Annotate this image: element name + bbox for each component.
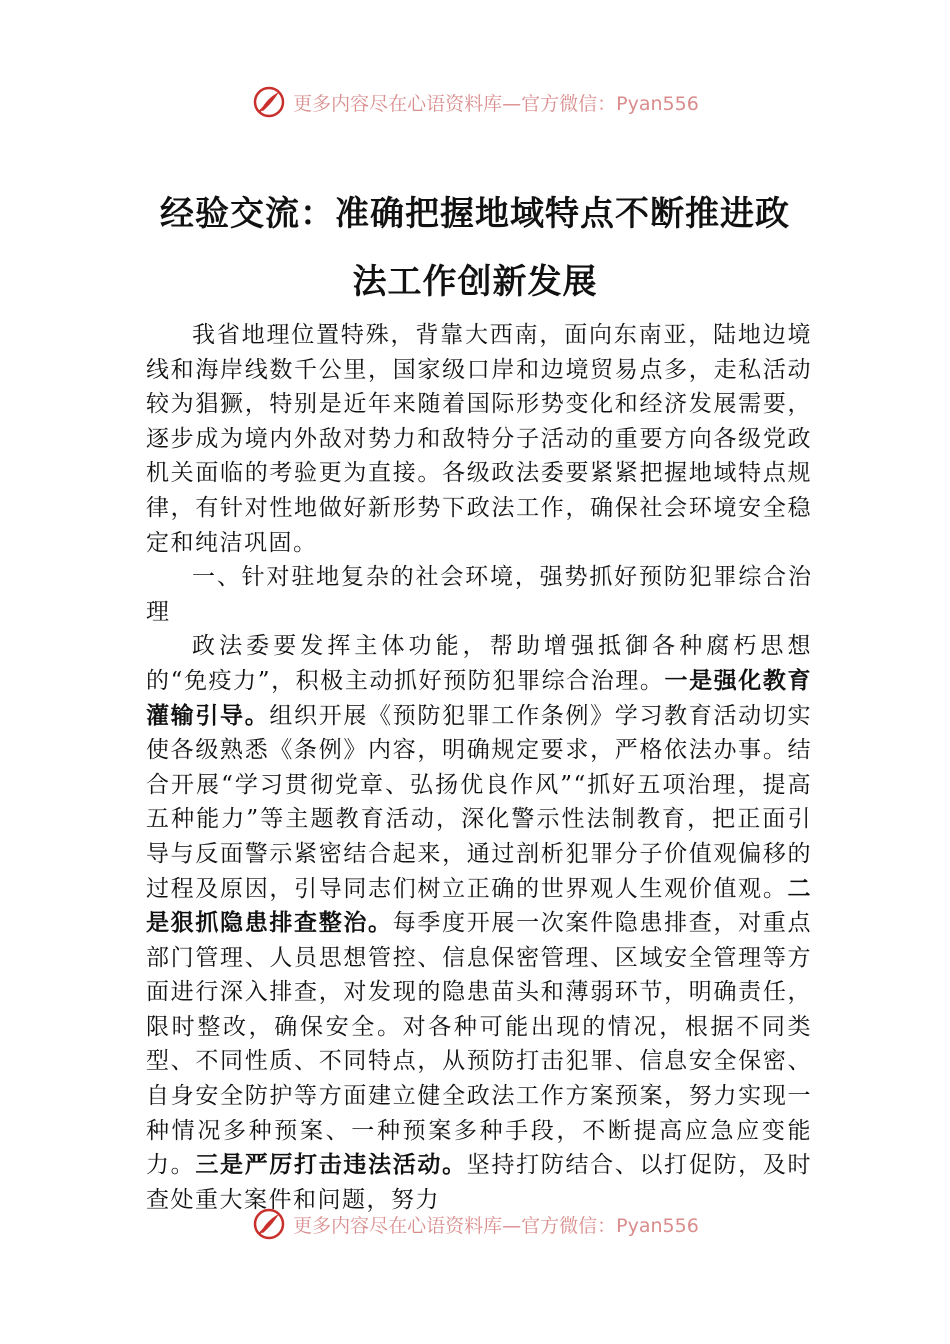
paragraph-text: 每季度开展一次案件隐患排查，对重点部门管理、人员思想管控、信息保密管理、区域安全管理等方面进行深入排查，对发现的隐患苗头和薄弱环节，明确责任，限时整改，确保安全。对各种可能出现的情况，根据不同类型、不同性质、不同特点，从预防打击犯罪、信息安全保密、自身安全防护等方面建立健全政法工作方案预案，努力实现一种情况多种预案、一种预案多种手段，不断提高应急应变能力。 [146,910,813,1179]
document-title-line-2: 法工作创新发展 [352,262,598,302]
document-title-line-1: 经验交流：准确把握地域特点不断推进政 [160,194,790,234]
paragraph-text: 坚持打防结合、以打促防，及时查处重大案件和问题，努力 [146,1152,813,1213]
watermark-text: 更多内容尽在心语资料库—官方微信：Pyan556 [293,1214,699,1237]
paragraph-text: 政法委要发挥主体功能，帮助增强抵御各种腐朽思想的“免疫力”，积极主动抓好预防犯罪综合治理。 [146,633,812,694]
feather-pen-logo-icon [251,84,287,120]
document-body [146,318,812,1217]
header-watermark [0,84,950,120]
point-3-heading: 三是严厉打击违法活动。 [195,1151,467,1179]
intro-paragraph: 我省地理位置特殊，背靠大西南，面向东南亚，陆地边境线和海岸线数千公里，国家级口岸和边境贸易点多，走私活动较为猖獗，特别是近年来随着国际形势变化和经济发展需要，逐步成为境内外敌对势力和敌特分子活动的重要方向各级党政机关面临的考验更为直接。各级政法委要紧紧把握地域特点规律，有针对性地做好新形势下政法工作，确保社会环境安全稳定和纯洁巩固。 [146,322,812,556]
footer-watermark [0,1206,950,1242]
section-heading-1: 一、针对驻地复杂的社会环境，强势抓好预防犯罪综合治理 [146,564,812,625]
paragraph-text: 组织开展《预防犯罪工作条例》学习教育活动切实使各级熟悉《条例》内容，明确规定要求，严格依法办事。结合开展“学习贯彻党章、弘扬优良作风”“抓好五项治理，提高五种能力”等主题教育活动，深化警示性法制教育，把正面引导与反面警示紧密结合起来，通过剖析犯罪分子价值观偏移的过程及原因，引导同志们树立正确的世界观人生观价值观。 [146,702,813,902]
watermark-text: 更多内容尽在心语资料库—官方微信：Pyan556 [293,92,699,115]
section-1-paragraph [146,629,812,1217]
feather-pen-logo-icon [251,1206,287,1242]
point-1-heading: 一是强化教育灌输引导。 [146,666,812,729]
point-2-heading: 二是狠抓隐患排查整治。 [146,874,812,937]
